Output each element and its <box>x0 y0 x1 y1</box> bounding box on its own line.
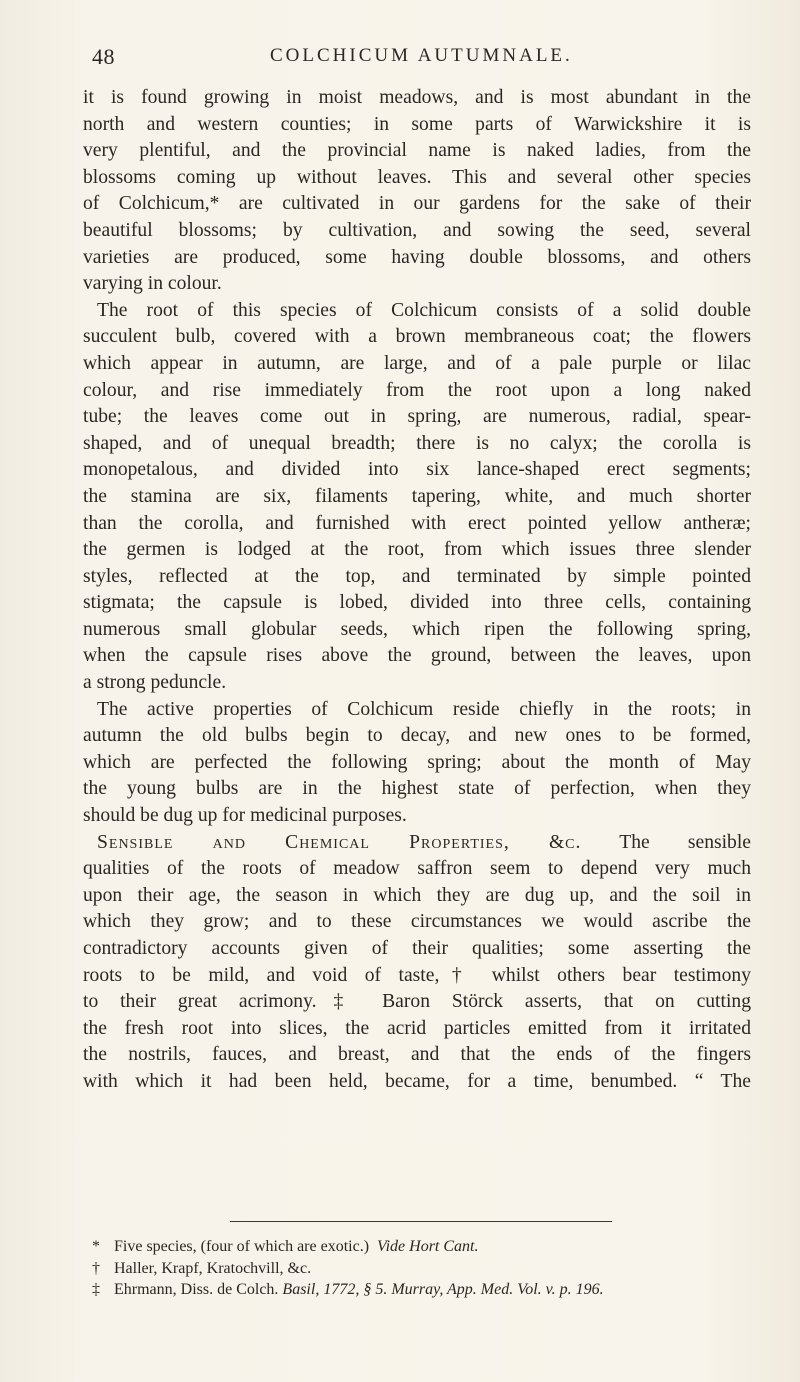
paragraph-3 <box>83 697 751 830</box>
text-line-with-heading <box>83 830 751 857</box>
text-line: colour, and rise immediately from the root upon a long naked <box>83 379 751 401</box>
text-line: upon their age, the season in which they are dug up, and the soil in <box>83 884 751 906</box>
text-line: when the capsule rises above the ground, between the leaves, upon <box>83 645 751 667</box>
text-line: should be dug up for medicinal purposes. <box>83 805 407 827</box>
footnote-divider <box>230 1221 612 1222</box>
text-line: beautiful blossoms; by cultivation, and sowing the seed, several <box>83 219 751 241</box>
text-line: blossoms coming up without leaves. This and several other species <box>83 166 751 188</box>
text-line: The active properties of Colchicum reside chiefly in the roots; in <box>97 698 751 720</box>
section-heading: Sensible and Chemical Properties, &c. <box>97 831 582 853</box>
text-line: than the corolla, and furnished with erect pointed yellow antheræ; <box>83 512 751 534</box>
footnote-mark: * <box>92 1238 100 1255</box>
text-line: The root of this species of Colchicum consists of a solid double <box>97 299 751 321</box>
text-line: the fresh root into slices, the acrid particles emitted from it irritated <box>83 1017 751 1039</box>
text-line: qualities of the roots of meadow saffron seem to depend very much <box>83 858 751 880</box>
text-line: of Colchicum,* are cultivated in our gardens for the sake of their <box>83 193 751 215</box>
page-number: 48 <box>92 44 115 69</box>
text-line: autumn the old bulbs begin to decay, and new ones to be formed, <box>83 725 751 747</box>
text-line: varieties are produced, some having double blossoms, and others <box>83 246 751 268</box>
text-line: roots to be mild, and void of taste,† whilst others bear testimony <box>83 964 751 986</box>
text-line: styles, reflected at the top, and terminated by simple pointed <box>83 565 751 587</box>
text-line: the young bulbs are in the highest state of perfection, when they <box>83 778 751 800</box>
text-line: north and western counties; in some parts of Warwickshire it is <box>83 113 751 135</box>
page-header <box>92 44 732 76</box>
text-line: contradictory accounts given of their qualities; some asserting the <box>83 938 751 959</box>
text-line: which appear in autumn, are large, and of a pale purple or lilac <box>83 352 751 374</box>
body-text <box>83 85 751 1096</box>
text-line: the germen is lodged at the root, from which issues three slender <box>83 539 751 561</box>
text-line: varying in colour. <box>83 273 222 295</box>
text-line: the stamina are six, filaments tapering, white, and much shorter <box>83 485 751 507</box>
footnote-text: Haller, Krapf, Kratochvill, &c. <box>114 1259 312 1277</box>
text-line: numerous small globular seeds, which ripen the following spring, <box>83 618 751 640</box>
footnote-reference: Vide Hort Cant. <box>377 1238 479 1255</box>
text-line: which they grow; and to these circumstances we would ascribe the <box>83 911 751 933</box>
footnote-mark: † <box>92 1259 100 1277</box>
footnote-reference: Basil, 1772, § 5. Murray, App. Med. Vol. v. p. 196. <box>282 1281 604 1298</box>
text-line: monopetalous, and divided into six lance-shaped erect segments; <box>83 459 751 481</box>
running-head: COLCHICUM AUTUMNALE. <box>270 45 573 66</box>
footnote <box>92 1258 760 1280</box>
text-line: which are perfected the following spring; about the month of May <box>83 751 751 773</box>
text-line: a strong peduncle. <box>83 672 227 694</box>
text-line: succulent bulb, covered with a brown membraneous coat; the flowers <box>83 326 751 348</box>
paragraph-2 <box>83 298 751 697</box>
text-line: with which it had been held, became, for a time, benumbed. “ The <box>83 1070 751 1092</box>
text-line: it is found growing in moist meadows, and is most abundant in the <box>83 87 751 108</box>
text-line: to their great acrimony.‡ Baron Störck asserts, that on cutting <box>83 991 751 1013</box>
text-line: very plentiful, and the provincial name is naked ladies, from the <box>83 140 751 162</box>
text-line: the nostrils, fauces, and breast, and that the ends of the fingers <box>83 1044 751 1066</box>
paragraph-4 <box>83 830 751 1096</box>
footnote-mark: ‡ <box>92 1281 100 1298</box>
paragraph-1 <box>83 85 751 298</box>
footnote-text: Five species, (four of which are exotic.) <box>114 1238 370 1255</box>
text-line: tube; the leaves come out in spring, are numerous, radial, spear- <box>83 406 751 428</box>
text-line: The sensible <box>581 831 751 853</box>
footnote <box>92 1236 760 1258</box>
footnotes <box>92 1236 760 1301</box>
footnote <box>92 1279 760 1301</box>
text-line: shaped, and of unequal breadth; there is no calyx; the corolla is <box>83 432 751 454</box>
footnote-text: Ehrmann, Diss. de Colch. <box>114 1281 279 1298</box>
text-line: stigmata; the capsule is lobed, divided into three cells, containing <box>83 592 751 614</box>
